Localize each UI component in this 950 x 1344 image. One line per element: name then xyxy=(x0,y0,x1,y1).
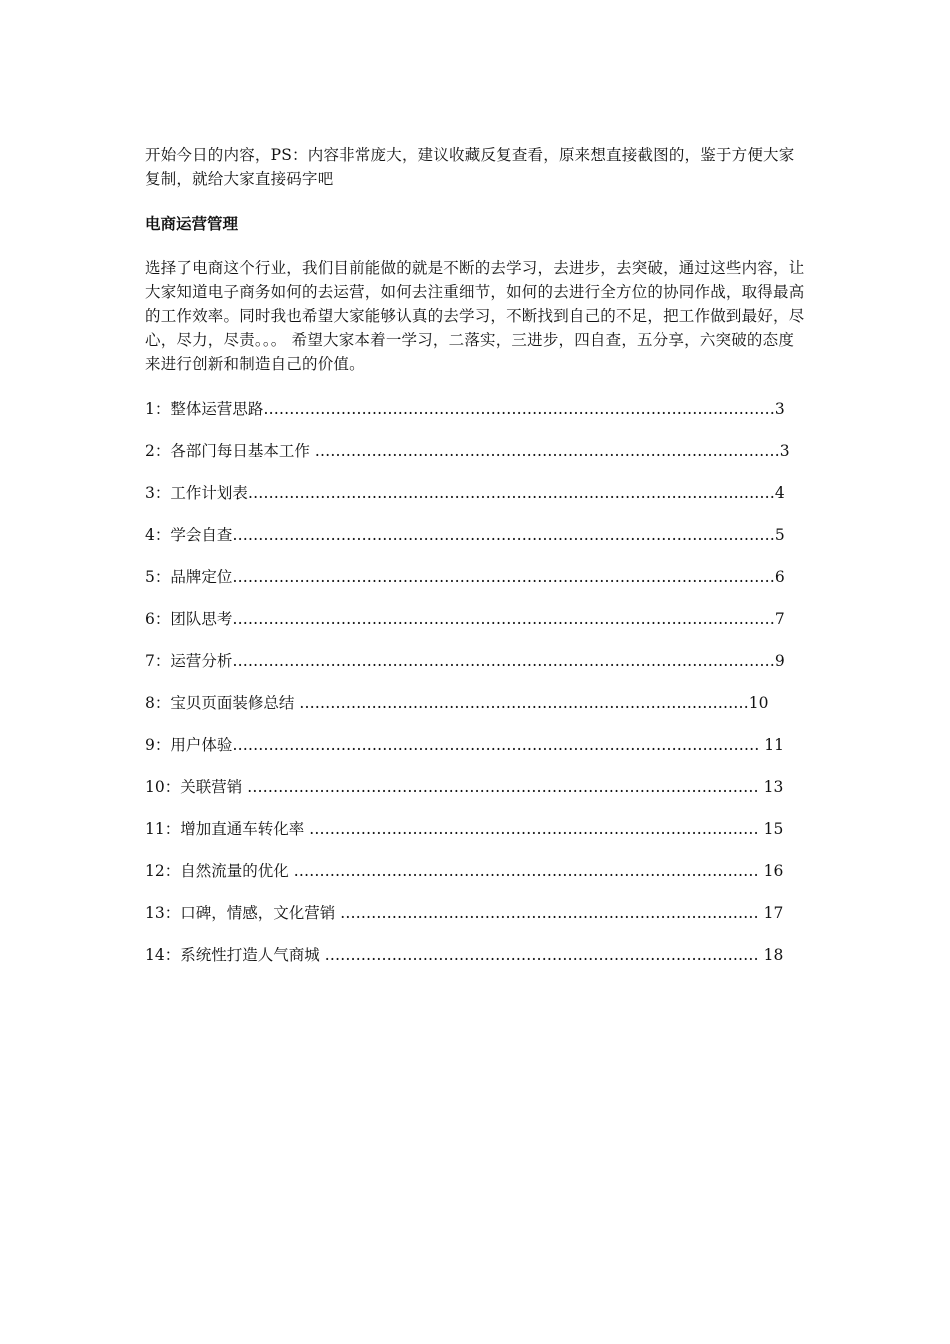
toc-item: 9：用户体验………………………………………………………………………………………… 11 xyxy=(145,736,785,754)
toc-item: 14：系统性打造人气商城 ………………………………………………………………………… 18 xyxy=(145,946,784,964)
body-paragraph: 选择了电商这个行业，我们目前能做的就是不断的去学习，去进步，去突破，通过这些内容，让大家知道电子商务如何的去运营，如何去注重细节，如何的去进行全方位的协同作战，取得最高的工作效率。同时我也希望大家能够认真的去学习，不断找到自己的不足，把工作做到最好，尽心，尽力，尽责。。。 希望大家本着一学习，二落实，三进步，四自查，五分享，六突破的态度来进行创新和制造自己的价值。 xyxy=(145,259,805,373)
toc-item: 7：运营分析……………………………………………………………………………………………9 xyxy=(145,652,785,670)
toc-item: 8：宝贝页面装修总结 ……………………………………………………………………………10 xyxy=(145,694,769,712)
toc-item: 2：各部门每日基本工作 ………………………………………………………………………………3 xyxy=(145,442,790,460)
document-page xyxy=(145,143,805,985)
toc-item: 4：学会自查……………………………………………………………………………………………5 xyxy=(145,526,785,544)
intro-paragraph: 开始今日的内容，PS：内容非常庞大，建议收藏反复查看，原来想直接截图的，鉴于方便大家复制，就给大家直接码字吧 xyxy=(145,146,795,188)
table-of-contents xyxy=(145,397,805,967)
section-title: 电商运营管理 xyxy=(145,214,239,233)
toc-item: 10：关联营销 ……………………………………………………………………………………… 13 xyxy=(145,778,784,796)
toc-item: 6：团队思考……………………………………………………………………………………………7 xyxy=(145,610,785,628)
toc-item: 3：工作计划表…………………………………………………………………………………………4 xyxy=(145,484,785,502)
toc-item: 12：自然流量的优化 ……………………………………………………………………………… 16 xyxy=(145,862,784,880)
toc-item: 13：口碑，情感，文化营销 ……………………………………………………………………… 17 xyxy=(145,904,784,922)
toc-item: 11：增加直通车转化率 …………………………………………………………………………… 15 xyxy=(145,820,784,838)
toc-item: 5：品牌定位……………………………………………………………………………………………6 xyxy=(145,568,785,586)
toc-item: 1：整体运营思路………………………………………………………………………………………3 xyxy=(145,400,785,418)
